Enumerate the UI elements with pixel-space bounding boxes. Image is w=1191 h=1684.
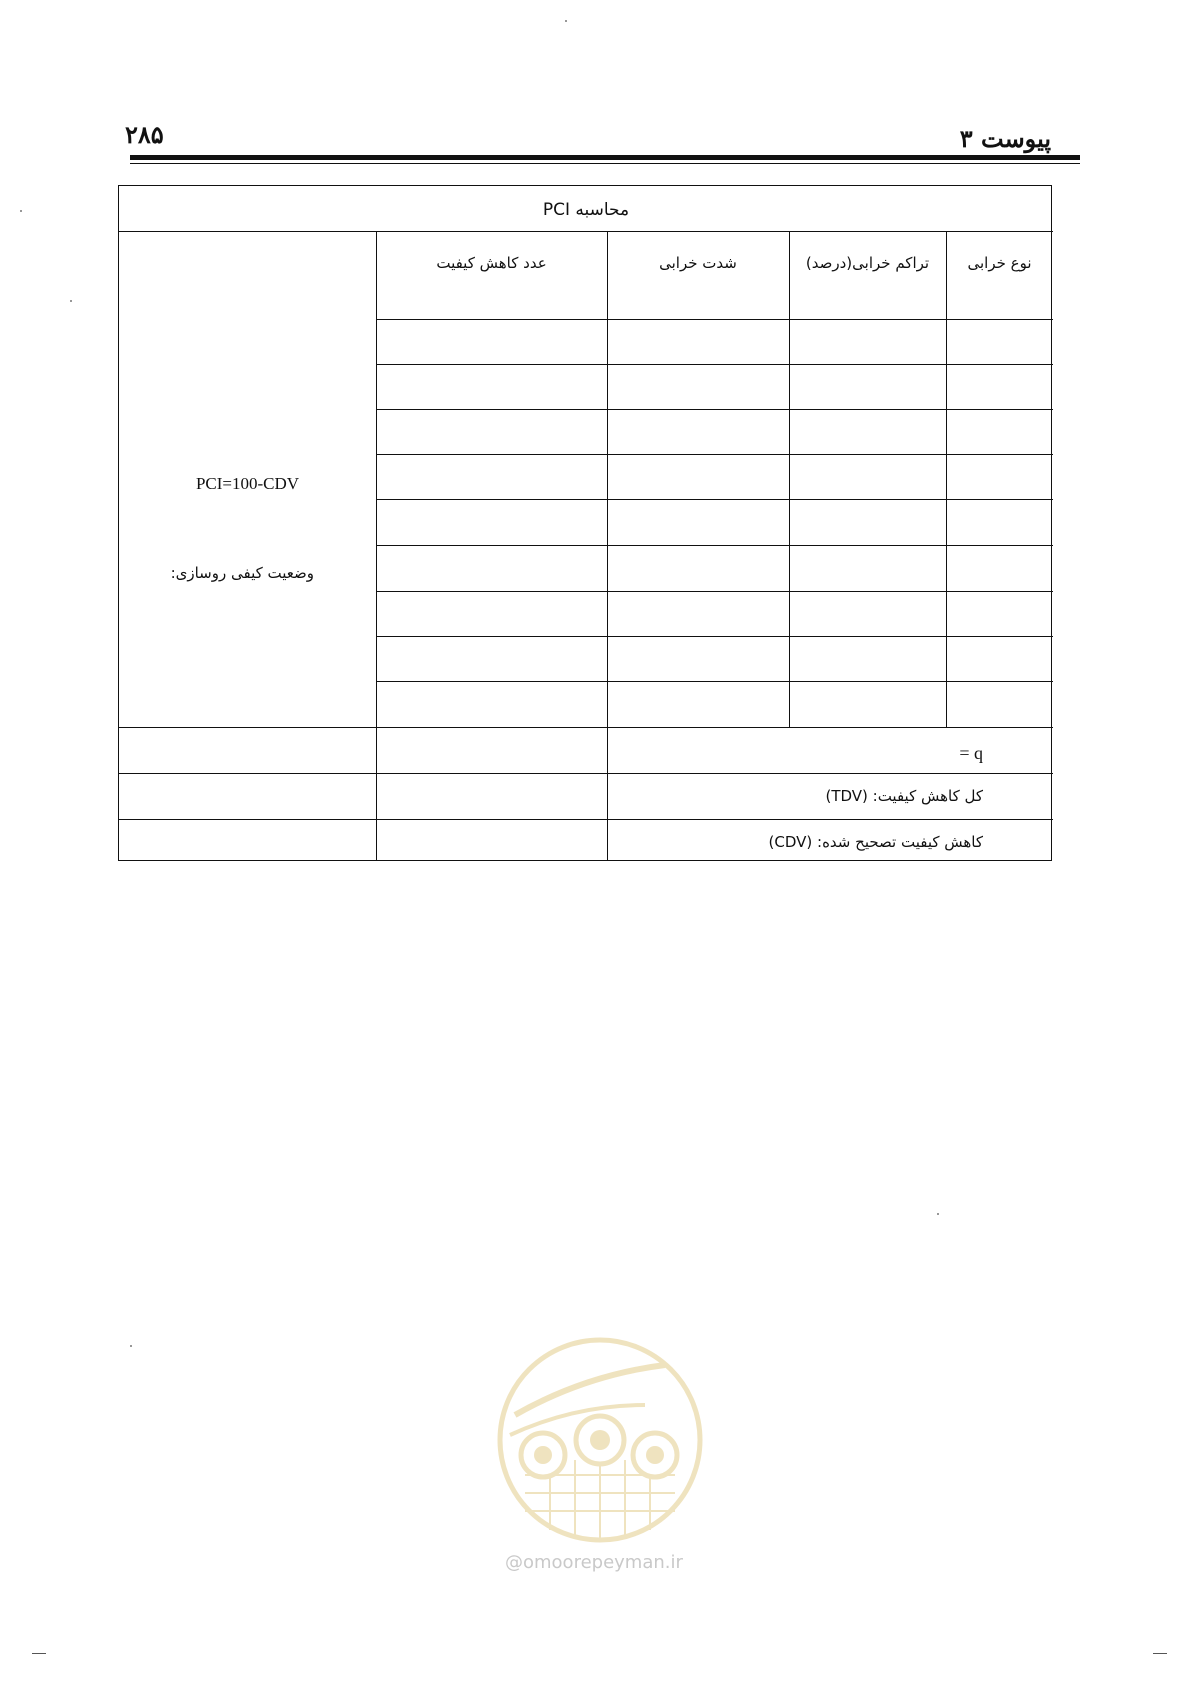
column-header-deduct-value: عدد کاهش کیفیت (436, 254, 547, 272)
title-divider (119, 231, 1053, 232)
summary-divider (119, 819, 1053, 820)
pci-formula: PCI=100-CDV (195, 474, 300, 493)
scan-speck (70, 300, 72, 302)
table-row (376, 545, 1053, 546)
pavement-condition-label: وضعیت کیفی روسازی: (170, 564, 314, 582)
column-header-distress-density: تراکم خرابی(درصد) (805, 254, 930, 272)
table-row (376, 499, 1053, 500)
summary-tdv: کل کاهش کیفیت: (TDV) (825, 787, 983, 805)
summary-q: q = (959, 743, 983, 763)
table-row (376, 636, 1053, 637)
table-title: محاسبه PCI (542, 200, 630, 220)
table-row (376, 454, 1053, 455)
scan-speck (20, 210, 22, 212)
header-rule-thin (130, 163, 1080, 164)
table-row (376, 319, 1053, 320)
table-row (376, 409, 1053, 410)
watermark-logo (495, 1335, 705, 1545)
header-rule-thick (130, 155, 1080, 160)
summary-divider (119, 727, 1053, 728)
scan-speck (937, 1213, 939, 1215)
watermark-url: @omoorepeyman.ir (505, 1552, 683, 1573)
table-row (376, 591, 1053, 592)
page-number: ۲۸۵ (125, 120, 164, 149)
scan-mark (32, 1653, 46, 1654)
running-title: پیوست ۳ (959, 124, 1051, 153)
scan-speck (565, 20, 567, 22)
summary-divider (119, 773, 1053, 774)
scan-mark (1153, 1653, 1167, 1654)
column-header-distress-severity: شدت خرابی (659, 254, 737, 272)
table-row (376, 364, 1053, 365)
column-divider (789, 231, 790, 727)
pci-table (118, 185, 1052, 861)
table-row (376, 681, 1053, 682)
column-divider (946, 231, 947, 727)
column-header-distress-type: نوع خرابی (967, 254, 1032, 272)
summary-cdv: کاهش کیفیت تصحیح شده: (CDV) (768, 833, 983, 851)
scan-speck (130, 1345, 132, 1347)
